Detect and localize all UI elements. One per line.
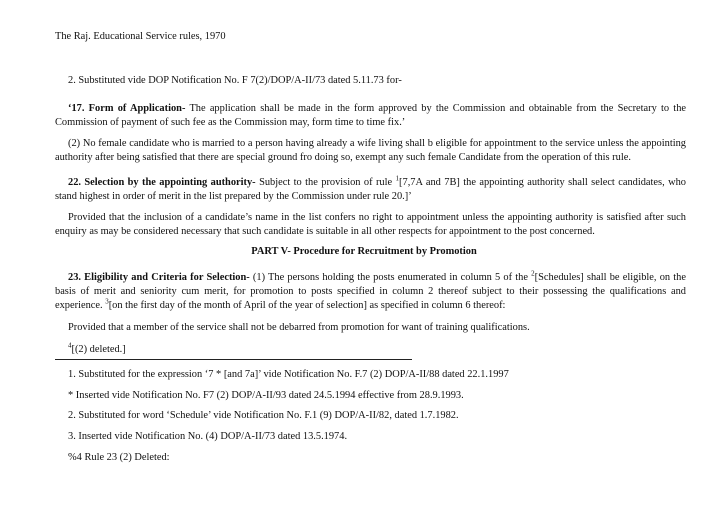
rule-17-2-line-2: authority after being satisfied that there are special ground fro doing so, exempt any such female Candidate from the operation of this rule. <box>55 152 631 163</box>
rule-23-2-deleted: $^4$[(2) deleted.] <box>68 341 126 355</box>
footnote-ref-4: 4 <box>68 341 72 350</box>
footnote-asterisk: * Inserted vide Notification No. F7 (2) DOP/A-II/93 dated 24.5.1994 effective from 28.9.1993. <box>68 390 464 401</box>
rule-17-line-1: ‘17. Form of Application- The application shall be made in the form approved by the Commission and obtainable from the Secretary to the <box>68 103 687 114</box>
rule-23-line-1: 23. Eligibility and Criteria for Selection- (1) The persons holding the posts enumerated in column 5 of the $^2$[Schedules] shall be eligible, on the <box>68 269 686 283</box>
footnote-ref-3: 3 <box>105 297 109 306</box>
rule-22-line-1: 22. Selection by the appointing authority- Subject to the provision of rule $^1$[7,7A and 7B] the appointing authority shall select candidates, who <box>68 174 686 188</box>
footnote-divider <box>55 359 412 360</box>
footnote-2: 2. Substituted for word ‘Schedule’ vide Notification No. F.1 (9) DOP/A-II/82, dated 1.7.1982. <box>68 410 459 421</box>
proviso-22-line-2: enquiry as may be considered necessary that such candidate is suitable in all other respects for appointment to the post concerned. <box>55 226 595 237</box>
footnote-1: 1. Substituted for the expression ‘7 * [and 7a]’ vide Notification No. F.7 (2) DOP/A-II/88 dated 22.1.1997 <box>68 369 509 380</box>
note-substitution: 2. Substituted vide DOP Notification No. F 7(2)/DOP/A-II/73 dated 5.11.73 for- <box>68 75 402 86</box>
rule-23-heading: 23. Eligibility and Criteria for Selection- <box>68 272 250 283</box>
document-header: The Raj. Educational Service rules, 1970 <box>55 31 226 42</box>
rule-22-line-2: stand highest in order of merit in the list prepared by the Commission under rule 20.]’ <box>55 191 412 202</box>
part-v-heading: PART V- Procedure for Recruitment by Promotion <box>251 246 477 257</box>
rule-23-line-3: experience. $^3$[on the first day of the month of April of the year of selection] as specified in column 6 thereof: <box>55 297 506 311</box>
rule-23-line-2: basis of merit and seniority cum merit, for promotion to posts specified in column 2 thereof subject to their possessing the qualifications and <box>55 286 686 297</box>
rule-22-heading: 22. Selection by the appointing authority- <box>68 177 256 188</box>
rule-17-2-line-1: (2) No female candidate who is married to a person having already a wife living shall b eligible for appointment to the service unless the appointing <box>68 138 686 149</box>
footnote-ref-2: 2 <box>531 269 535 278</box>
footnote-3: 3. Inserted vide Notification No. (4) DOP/A-II/73 dated 13.5.1974. <box>68 431 348 442</box>
footnote-4: %4 Rule 23 (2) Deleted: <box>68 452 170 463</box>
rule-17-heading: ‘17. Form of Application- <box>68 103 186 114</box>
proviso-22-line-1: Provided that the inclusion of a candidate’s name in the list confers no right to appointment unless the appointing authority is satisfied after such <box>68 212 686 223</box>
footnote-ref-1: 1 <box>395 174 400 183</box>
rule-17-line-2: Commission of payment of such fee as the Commission may, form time to time fix.’ <box>55 117 406 128</box>
proviso-23: Provided that a member of the service shall not be debarred from promotion for want of training qualifications. <box>68 322 530 333</box>
